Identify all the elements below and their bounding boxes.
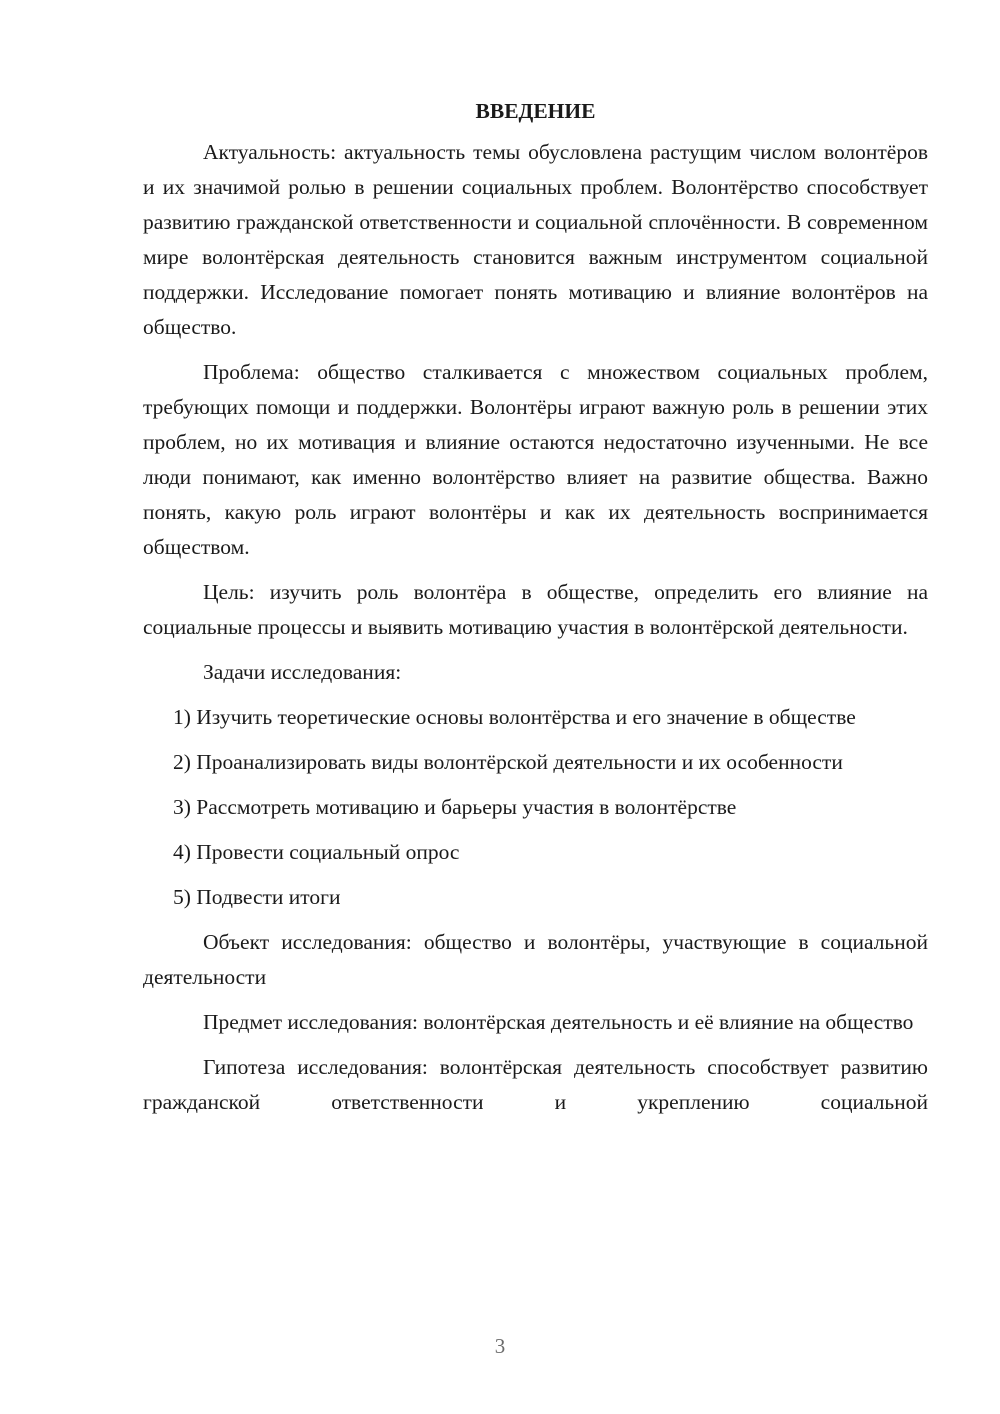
task-item-4: 4) Провести социальный опрос bbox=[173, 840, 460, 864]
problem-paragraph: Проблема: общество сталкивается с множеством социальных проблем, требующих помощи и поддержки. Волонтёры играют важную роль в решении этих проблем, но их мотивация и влияние остаются недостаточно изученными. Не все люди понимают, как именно волонтёрство влияет на развитие общества. Важно понять, какую роль играют волонтёры и как их деятельность воспринимается обществом. bbox=[143, 360, 928, 559]
section-title: ВВЕДЕНИЕ bbox=[475, 99, 596, 123]
tasks-heading: Задачи исследования: bbox=[203, 660, 402, 684]
relevance-paragraph: Актуальность: актуальность темы обусловлена растущим числом волонтёров и их значимой ролью в решении социальных проблем. Волонтёрство способствует развитию гражданской ответственности и социальной сплочённости. В современном мире волонтёрская деятельность становится важным инструментом социальной поддержки. Исследование помогает понять мотивацию и влияние волонтёров на общество. bbox=[143, 140, 928, 339]
page-number: 3 bbox=[494, 1334, 506, 1358]
task-item-3: 3) Рассмотреть мотивацию и барьеры участия в волонтёрстве bbox=[173, 795, 737, 819]
task-item-5: 5) Подвести итоги bbox=[173, 885, 341, 909]
page-content bbox=[143, 94, 928, 1130]
hypothesis-paragraph: Гипотеза исследования: волонтёрская деятельность способствует развитию гражданской ответственности и укреплению социальной bbox=[143, 1055, 928, 1114]
subject-paragraph: Предмет исследования: волонтёрская деятельность и её влияние на общество bbox=[203, 1010, 914, 1034]
goal-paragraph: Цель: изучить роль волонтёра в обществе, определить его влияние на социальные процессы и выявить мотивацию участия в волонтёрской деятельности. bbox=[143, 580, 928, 639]
object-paragraph: Объект исследования: общество и волонтёры, участвующие в социальной деятельности bbox=[143, 930, 928, 989]
task-item-1: 1) Изучить теоретические основы волонтёрства и его значение в обществе bbox=[173, 705, 856, 729]
task-item-2: 2) Проанализировать виды волонтёрской деятельности и их особенности bbox=[173, 750, 843, 774]
